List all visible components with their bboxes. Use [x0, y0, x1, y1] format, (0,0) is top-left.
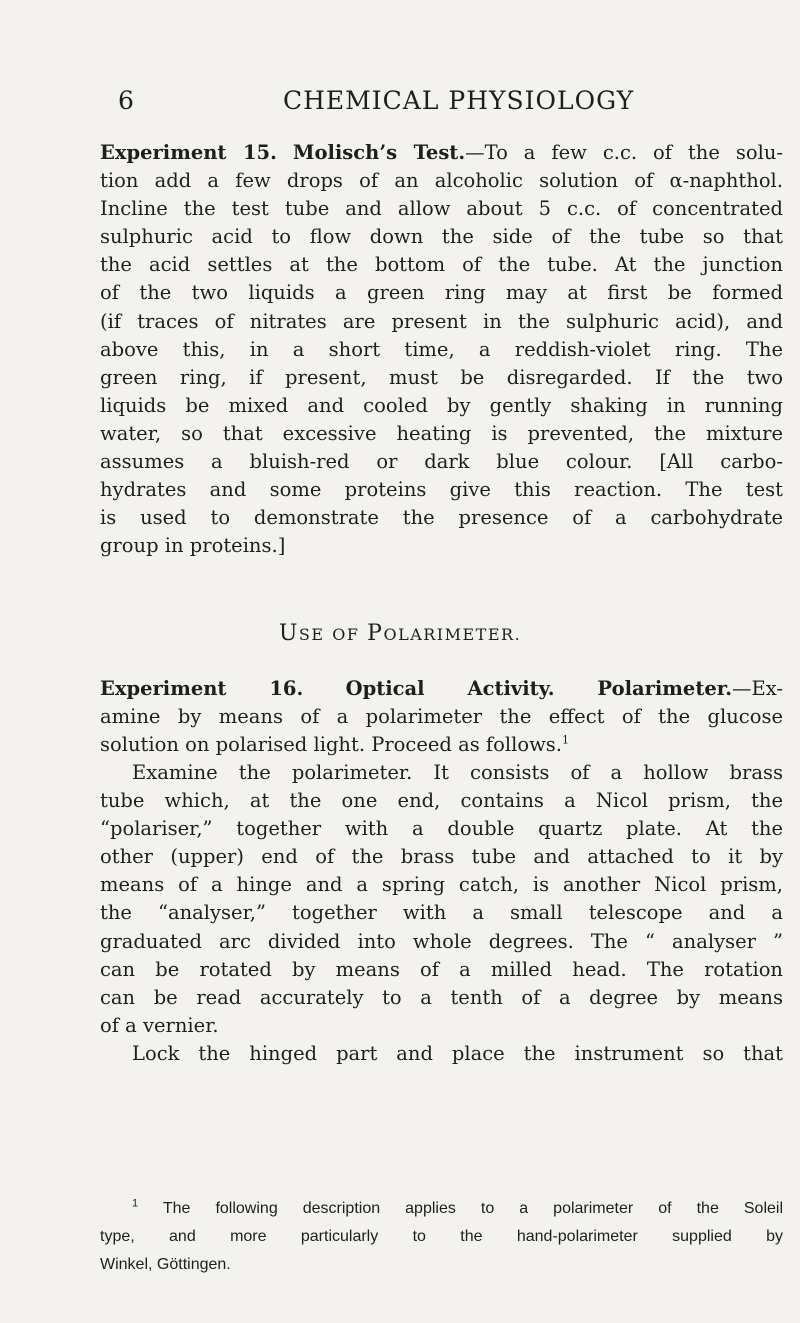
footnote-line: $^1$ The following description applies to a polarimeter of the Soleil	[132, 1197, 783, 1217]
text-line: other (upper) end of the brass tube and attached to it by	[100, 845, 783, 869]
instrument-instruction-paragraph	[100, 1040, 783, 1068]
polarimeter-description-paragraph	[100, 759, 783, 1040]
text-line: above this, in a short time, a reddish-violet ring. The	[100, 337, 783, 361]
text-line: Examine the polarimeter. It consists of a hollow brass	[132, 761, 783, 784]
text-line: water, so that excessive heating is prevented, the mixture	[100, 421, 783, 445]
experiment-16-label: Experiment 16.	[100, 677, 304, 700]
text-line: tube which, at the one end, contains a Nicol prism, the	[100, 789, 783, 813]
text-line: of the two liquids a green ring may at first be formed	[100, 281, 783, 305]
text-line: can be read accurately to a tenth of a degree by means	[100, 985, 783, 1009]
text-line: Incline the test tube and allow about 5 c.c. of concentrated	[100, 197, 783, 221]
text-line: assumes a bluish-red or dark blue colour. [All carbo-	[100, 450, 783, 474]
text-line: can be rotated by means of a milled head. The rotation	[100, 957, 783, 981]
footnote-line: type, and more particularly to the hand-polarimeter supplied by	[100, 1228, 783, 1246]
text-line: of a vernier.	[100, 1013, 219, 1037]
text-line: Lock the hinged part and place the instrument so that	[132, 1042, 783, 1065]
text-line: hydrates and some proteins give this reaction. The test	[100, 478, 783, 502]
text-line: amine by means of a polarimeter the effect of the glucose	[100, 705, 783, 729]
text-line: sulphuric acid to flow down the side of the tube so that	[100, 225, 783, 249]
text-line: is used to demonstrate the presence of a carbohydrate	[100, 506, 783, 530]
text-line: liquids be mixed and cooled by gently shaking in running	[100, 393, 783, 417]
footnote-mark: 1	[132, 1197, 139, 1210]
text-line: solution on polarised light. Proceed as follows.$^1$	[100, 733, 569, 757]
text-line: (if traces of nitrates are present in the sulphuric acid), and	[100, 309, 783, 333]
text-line: green ring, if present, must be disregarded. If the two	[100, 365, 783, 389]
text-line: Experiment 15. Molisch’s Test.—To a few c.c. of the solu-	[100, 141, 783, 164]
footnote-line: Winkel, Göttingen.	[100, 1256, 231, 1274]
text-line: group in proteins.]	[100, 534, 286, 558]
text-line: the acid settles at the bottom of the tube. At the junction	[100, 253, 783, 277]
experiment-15-paragraph	[100, 139, 783, 560]
text-line: graduated arc divided into whole degrees. The “ analyser ”	[100, 929, 783, 953]
experiment-16-name: Optical Activity. Polarimeter.	[345, 677, 733, 700]
footnote	[100, 1196, 783, 1280]
experiment-15-name: Molisch’s Test.	[292, 141, 466, 164]
footnote-reference: 1	[562, 733, 569, 747]
section-heading: USE OF POLARIMETER.	[278, 621, 522, 646]
text-line: means of a hinge and a spring catch, is another Nicol prism,	[100, 873, 783, 897]
text-line: the “analyser,” together with a small telescope and a	[100, 901, 783, 925]
page-number: 6	[118, 86, 135, 115]
text-line: Experiment 16. Optical Activity. Polarimeter.—Ex-	[100, 677, 783, 700]
text-line: tion add a few drops of an alcoholic solution of α-naphthol.	[100, 169, 783, 193]
text-line: “polariser,” together with a double quartz plate. At the	[100, 817, 783, 841]
page-title: CHEMICAL PHYSIOLOGY	[283, 86, 635, 115]
experiment-16-paragraph	[100, 675, 783, 759]
experiment-15-label: Experiment 15.	[100, 141, 277, 164]
